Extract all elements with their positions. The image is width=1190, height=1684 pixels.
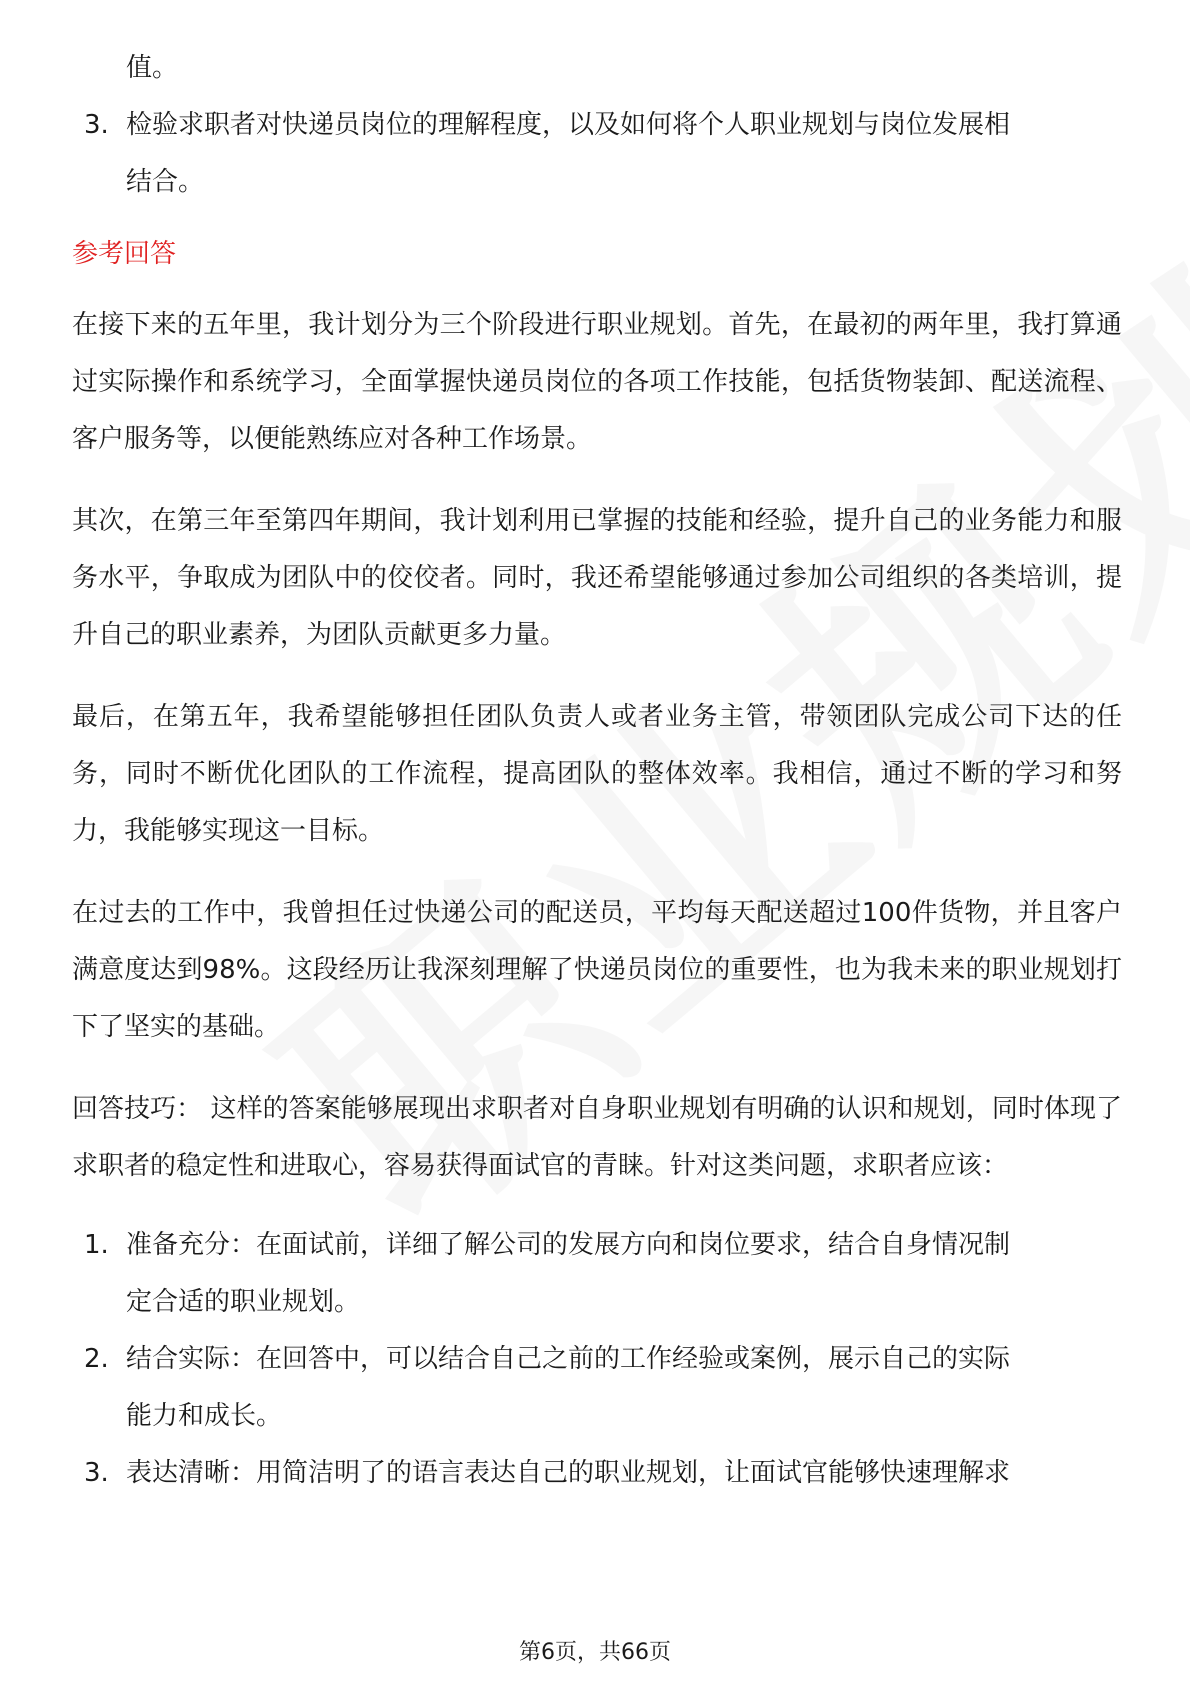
list-item — [72, 97, 1122, 154]
list-text-continuation: 能力和成长。 — [126, 1401, 283, 1431]
intro-list — [72, 97, 1122, 211]
page-content — [72, 40, 1122, 1502]
list-text: 结合实际：在回答中，可以结合自己之前的工作经验或案例，展示自己的实际 — [126, 1344, 1011, 1374]
answer-paragraph-4: 在过去的工作中，我曾担任过快递公司的配送员，平均每天配送超过100件货物，并且客户满意度达到98%。这段经历让我深刻理解了快递员岗位的重要性，也为我未来的职业规划打下了坚实的基础。 — [72, 898, 1122, 1042]
list-number: 3. — [84, 110, 109, 140]
list-number: 1. — [84, 1230, 109, 1260]
list-item — [72, 1445, 1122, 1502]
tips-list — [72, 1217, 1122, 1502]
list-text-continuation: 定合适的职业规划。 — [126, 1287, 361, 1317]
page-footer: 第6页，共66页 — [519, 1640, 671, 1665]
answer-paragraph-2: 其次，在第三年至第四年期间，我计划利用已掌握的技能和经验，提升自己的业务能力和服务水平，争取成为团队中的佼佼者。同时，我还希望能够通过参加公司组织的各类培训，提升自己的职业素养，为团队贡献更多力量。 — [72, 506, 1122, 650]
answer-paragraph-3: 最后，在第五年，我希望能够担任团队负责人或者业务主管，带领团队完成公司下达的任务，同时不断优化团队的工作流程，提高团队的整体效率。我相信，通过不断的学习和努力，我能够实现这一目标。 — [72, 702, 1122, 846]
list-text: 表达清晰：用简洁明了的语言表达自己的职业规划，让面试官能够快速理解求 — [126, 1458, 1011, 1488]
list-item — [72, 1331, 1122, 1388]
list-number: 2. — [84, 1344, 109, 1374]
section-title: 参考回答 — [72, 239, 177, 269]
list-item — [72, 1217, 1122, 1274]
answer-paragraph-1: 在接下来的五年里，我计划分为三个阶段进行职业规划。首先，在最初的两年里，我打算通过实际操作和系统学习，全面掌握快递员岗位的各项工作技能，包括货物装卸、配送流程、客户服务等，以便能熟练应对各种工作场景。 — [72, 310, 1122, 454]
tips-intro-paragraph: 回答技巧： 这样的答案能够展现出求职者对自身职业规划有明确的认识和规划，同时体现了求职者的稳定性和进取心，容易获得面试官的青睐。针对这类问题，求职者应该： — [72, 1094, 1122, 1181]
list-text-continuation: 结合。 — [126, 167, 205, 197]
list-text: 检验求职者对快递员岗位的理解程度，以及如何将个人职业规划与岗位发展相 — [126, 110, 1011, 140]
intro-tail: 值。 — [126, 53, 179, 83]
list-text: 准备充分：在面试前，详细了解公司的发展方向和岗位要求，结合自身情况制 — [126, 1230, 1011, 1260]
list-number: 3. — [84, 1458, 109, 1488]
